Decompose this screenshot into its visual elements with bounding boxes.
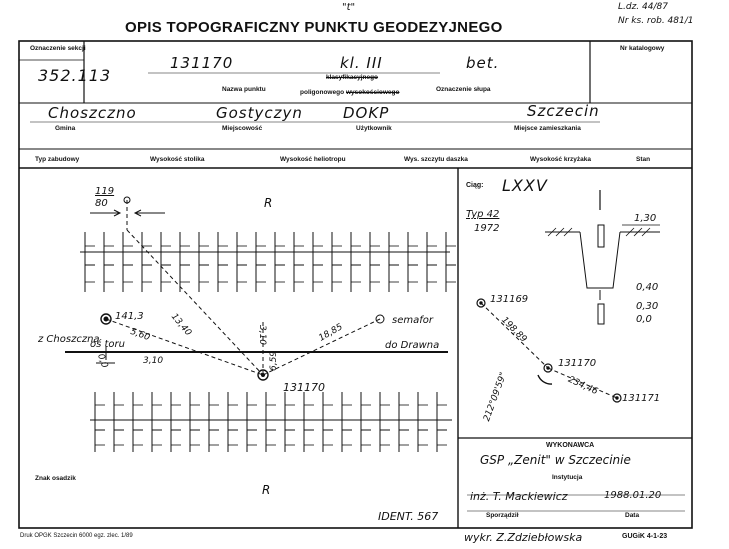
- user-value: DOKP: [343, 104, 390, 122]
- semafor-label: semafor: [392, 315, 433, 326]
- institution-label: Instytucja: [552, 474, 583, 481]
- ref-fraction-top: 119: [95, 186, 115, 197]
- ref-fraction-bottom: 80: [95, 198, 108, 209]
- locality-label: Miejscowość: [222, 125, 263, 132]
- traverse-angle: 212°09'59": [482, 371, 510, 423]
- depth-00: 0,0: [636, 314, 652, 325]
- point-141-label: 141,3: [115, 311, 144, 322]
- depth-040: 0,40: [636, 282, 659, 293]
- point-name-value: 131170: [170, 54, 234, 72]
- marker-type-value: Typ 42: [466, 209, 500, 220]
- class-label-struck: klasyfikacyjnego: [326, 74, 379, 81]
- dist-560: 5,60: [128, 326, 152, 344]
- date-value: 1988.01.20: [604, 490, 662, 501]
- track-axis-label: oś toru: [90, 339, 125, 350]
- r-top-label: R: [264, 196, 273, 210]
- residence-value: Szczecin: [527, 102, 600, 120]
- to-drawno-label: do Drawna: [385, 340, 440, 351]
- dist-00: 0,0: [95, 352, 110, 370]
- cross-height-label: Wysokość krzyżaka: [530, 156, 591, 163]
- print-note: Druk OPGK Szczecin 6000 egz. zlec. 1/89: [20, 533, 133, 539]
- user-label: Użytkownik: [356, 125, 392, 132]
- dist-310: 3,10: [143, 356, 164, 366]
- contractor-label: WYKONAWCA: [546, 442, 595, 449]
- traverse-value: LXXV: [502, 176, 548, 195]
- point-131171: 131171: [622, 393, 661, 404]
- form-code: GUGiK 4-1-23: [622, 533, 668, 540]
- gmina-label: Gmina: [55, 125, 76, 132]
- ref-number: L.dz. 44/87: [618, 2, 668, 12]
- section-value: 352.113: [38, 66, 112, 85]
- point-name-label: Nazwa punktu: [222, 86, 266, 93]
- stamp-mark: "t": [342, 2, 356, 13]
- ident-label: IDENT. 567: [378, 510, 439, 523]
- depth-030: 0,30: [636, 301, 659, 312]
- roof-height-label: Wys. szczytu daszka: [404, 156, 468, 163]
- drawn-by: wykr. Z.Zdziebłowska: [464, 531, 583, 544]
- dist-19889: 198,89: [499, 315, 529, 345]
- date-label: Data: [625, 512, 640, 519]
- marker-label: Oznaczenie słupa: [436, 86, 491, 93]
- marker-type-label: Znak osadzik: [35, 475, 76, 482]
- section-label: Oznaczenie sekcji: [30, 45, 86, 52]
- point-131170-sidebar: 131170: [558, 358, 597, 369]
- marker-year: 1972: [474, 223, 500, 234]
- work-book-number: Nr ks. rob. 481/1: [618, 16, 694, 26]
- dist-1340: 13,40: [168, 311, 193, 339]
- dist-310b: 3,10: [257, 324, 268, 346]
- dist-23446: 234,46: [566, 374, 600, 398]
- depth-130: 1,30: [634, 213, 657, 224]
- made-by-label: Sporządził: [486, 512, 519, 519]
- point-131169: 131169: [490, 294, 529, 305]
- class-label-main: poligonowego: [300, 89, 345, 96]
- dist-1885: 18,85: [317, 322, 345, 344]
- institution-value: GSP „Zenit" w Szczecinie: [480, 453, 631, 467]
- residence-label: Miejsce zamieszkania: [514, 125, 581, 132]
- dist-659: 6,59: [269, 350, 280, 372]
- build-type-label: Typ zabudowy: [35, 156, 80, 163]
- from-label: z Choszczna: [38, 334, 100, 345]
- surveyor-value: inż. T. Mackiewicz: [470, 490, 568, 503]
- form-title: OPIS TOPOGRAFICZNY PUNKTU GEODEZYJNEGO: [125, 19, 503, 36]
- class-label-struck2: wysokościowego: [346, 89, 400, 96]
- gmina-value: Choszczno: [48, 104, 137, 122]
- marker-value: bet.: [466, 54, 500, 72]
- main-point-label: 131170: [283, 381, 325, 394]
- point-class-value: kl. III: [340, 54, 383, 72]
- locality-value: Gostyczyn: [216, 104, 303, 122]
- heliotrope-height-label: Wysokość heliotropu: [280, 156, 346, 163]
- table-height-label: Wysokość stolika: [150, 156, 205, 163]
- r-bottom-label: R: [262, 483, 271, 497]
- condition-label: Stan: [636, 156, 651, 163]
- catalog-label: Nr katalogowy: [620, 45, 665, 52]
- traverse-label: Ciąg:: [466, 182, 484, 189]
